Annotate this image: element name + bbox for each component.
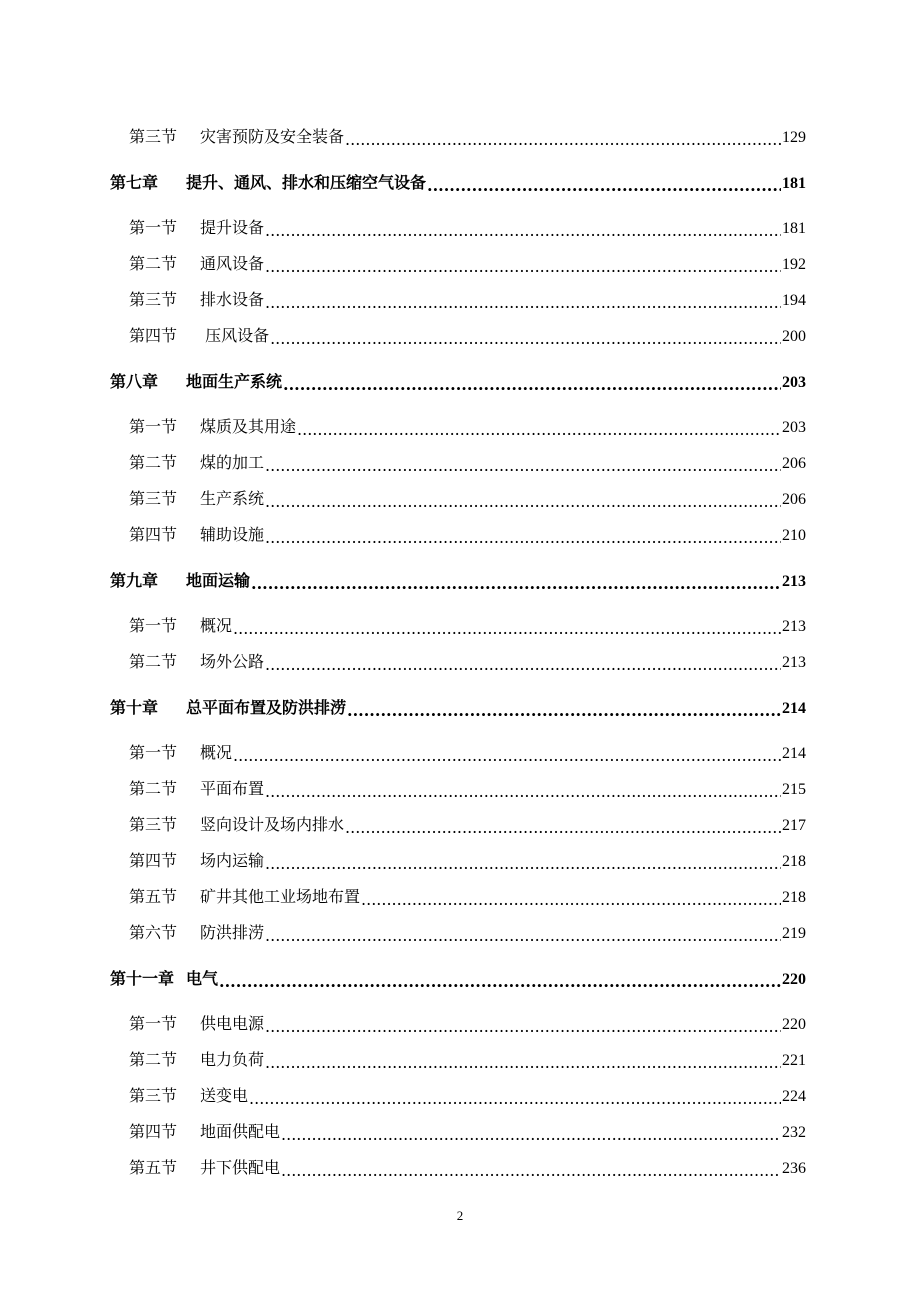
- page-ref: 218: [782, 853, 806, 870]
- section-title: 煤的加工: [200, 453, 265, 472]
- toc-section-entry[interactable]: [129, 920, 806, 943]
- dot-leader: [265, 926, 781, 942]
- dot-leader: [427, 176, 781, 192]
- toc-section-entry[interactable]: [129, 215, 806, 238]
- toc-section-entry[interactable]: [129, 450, 806, 473]
- section-number: 第三节: [129, 489, 178, 508]
- dot-leader: [265, 492, 781, 508]
- chapter-number: 第七章: [110, 173, 159, 192]
- page-ref: 129: [782, 129, 806, 146]
- chapter-number: 第八章: [110, 372, 159, 391]
- section-number: 第五节: [129, 1158, 178, 1177]
- page-ref: 219: [782, 925, 806, 942]
- section-number: 第四节: [129, 1122, 178, 1141]
- section-number: 第一节: [129, 1014, 178, 1033]
- page-ref: 215: [782, 781, 806, 798]
- section-title: 送变电: [200, 1086, 249, 1105]
- toc-section-entry[interactable]: [129, 1011, 806, 1034]
- dot-leader: [361, 890, 781, 906]
- toc-section-entry[interactable]: [129, 776, 806, 799]
- dot-leader: [347, 701, 781, 717]
- page-ref: 221: [782, 1052, 806, 1069]
- chapter-title: 电气: [186, 969, 219, 988]
- section-title: 煤质及其用途: [200, 417, 297, 436]
- section-number: 第三节: [129, 1086, 178, 1105]
- toc-section-entry[interactable]: [129, 848, 806, 871]
- chapter-number: 第九章: [110, 571, 159, 590]
- dot-leader: [265, 655, 781, 671]
- toc-section-entry[interactable]: [129, 251, 806, 274]
- section-number: 第四节: [129, 851, 178, 870]
- page-ref: 217: [782, 817, 806, 834]
- section-title: 平面布置: [200, 779, 265, 798]
- section-number: 第三节: [129, 127, 178, 146]
- page-ref: 213: [782, 573, 806, 590]
- dot-leader: [265, 854, 781, 870]
- section-number: 第一节: [129, 616, 178, 635]
- section-title: 生产系统: [200, 489, 265, 508]
- toc-section-entry[interactable]: [129, 414, 806, 437]
- toc-chapter-entry[interactable]: [110, 695, 806, 718]
- page-ref: 220: [782, 1016, 806, 1033]
- page-ref: 210: [782, 527, 806, 544]
- section-number: 第四节: [129, 326, 178, 345]
- dot-leader: [233, 746, 781, 762]
- section-number: 第一节: [129, 218, 178, 237]
- chapter-title: 提升、通风、排水和压缩空气设备: [186, 173, 427, 192]
- page-ref: 200: [782, 328, 806, 345]
- toc-section-entry[interactable]: [129, 884, 806, 907]
- section-title: 防洪排涝: [200, 923, 265, 942]
- page-ref: 213: [782, 654, 806, 671]
- chapter-title: 地面运输: [186, 571, 251, 590]
- toc-section-entry[interactable]: [129, 323, 806, 346]
- section-number: 第二节: [129, 652, 178, 671]
- section-number: 第一节: [129, 743, 178, 762]
- page-ref: 181: [782, 220, 806, 237]
- toc-section-entry[interactable]: [129, 1119, 806, 1142]
- section-title: 场外公路: [200, 652, 265, 671]
- section-number: 第六节: [129, 923, 178, 942]
- dot-leader: [345, 818, 781, 834]
- section-title: 场内运输: [200, 851, 265, 870]
- dot-leader: [249, 1089, 781, 1105]
- section-number: 第二节: [129, 779, 178, 798]
- dot-leader: [265, 293, 781, 309]
- section-title: 压风设备: [200, 326, 270, 345]
- toc-chapter-entry[interactable]: [110, 170, 806, 193]
- page-ref: 214: [782, 700, 806, 717]
- section-title: 灾害预防及安全装备: [200, 127, 345, 146]
- dot-leader: [265, 1053, 781, 1069]
- section-title: 井下供配电: [200, 1158, 281, 1177]
- toc-section-entry[interactable]: [129, 1155, 806, 1178]
- section-title: 竖向设计及场内排水: [200, 815, 345, 834]
- toc-chapter-entry[interactable]: [110, 568, 806, 591]
- toc-section-entry[interactable]: [129, 740, 806, 763]
- section-title: 供电电源: [200, 1014, 265, 1033]
- dot-leader: [270, 329, 781, 345]
- page-ref: 236: [782, 1160, 806, 1177]
- dot-leader: [233, 619, 781, 635]
- toc-section-entry[interactable]: [129, 124, 806, 147]
- dot-leader: [265, 257, 781, 273]
- dot-leader: [265, 1017, 781, 1033]
- page-ref: 214: [782, 745, 806, 762]
- toc-section-entry[interactable]: [129, 1047, 806, 1070]
- toc-section-entry[interactable]: [129, 613, 806, 636]
- chapter-number: 第十章: [110, 698, 159, 717]
- section-number: 第五节: [129, 887, 178, 906]
- page-ref: 206: [782, 455, 806, 472]
- toc-section-entry[interactable]: [129, 812, 806, 835]
- section-title: 辅助设施: [200, 525, 265, 544]
- page-ref: 220: [782, 971, 806, 988]
- section-number: 第三节: [129, 290, 178, 309]
- section-title: 概况: [200, 743, 233, 762]
- page-ref: 206: [782, 491, 806, 508]
- dot-leader: [265, 221, 781, 237]
- toc-section-entry[interactable]: [129, 287, 806, 310]
- section-title: 地面供配电: [200, 1122, 281, 1141]
- section-number: 第一节: [129, 417, 178, 436]
- dot-leader: [265, 456, 781, 472]
- section-title: 矿井其他工业场地布置: [200, 887, 361, 906]
- section-title: 概况: [200, 616, 233, 635]
- section-number: 第三节: [129, 815, 178, 834]
- dot-leader: [297, 420, 781, 436]
- toc-section-entry[interactable]: [129, 1083, 806, 1106]
- section-title: 提升设备: [200, 218, 265, 237]
- page-ref: 232: [782, 1124, 806, 1141]
- dot-leader: [281, 1125, 781, 1141]
- dot-leader: [345, 130, 781, 146]
- chapter-number: 第十一章: [110, 969, 175, 988]
- page-ref: 213: [782, 618, 806, 635]
- page-ref: 218: [782, 889, 806, 906]
- toc-chapter-entry[interactable]: [110, 966, 806, 989]
- section-title: 电力负荷: [200, 1050, 265, 1069]
- chapter-title: 总平面布置及防洪排涝: [186, 698, 347, 717]
- toc-section-entry[interactable]: [129, 486, 806, 509]
- dot-leader: [281, 1161, 781, 1177]
- dot-leader: [265, 782, 781, 798]
- dot-leader: [251, 574, 781, 590]
- dot-leader: [283, 375, 781, 391]
- page-ref: 181: [782, 175, 806, 192]
- page-number: 2: [456, 1208, 464, 1223]
- page-ref: 192: [782, 256, 806, 273]
- section-number: 第二节: [129, 1050, 178, 1069]
- toc-section-entry[interactable]: [129, 522, 806, 545]
- page-ref: 203: [782, 419, 806, 436]
- dot-leader: [219, 972, 781, 988]
- page-ref: 203: [782, 374, 806, 391]
- chapter-title: 地面生产系统: [186, 372, 283, 391]
- section-number: 第四节: [129, 525, 178, 544]
- dot-leader: [265, 528, 781, 544]
- section-title: 排水设备: [200, 290, 265, 309]
- toc-chapter-entry[interactable]: [110, 369, 806, 392]
- toc-section-entry[interactable]: [129, 649, 806, 672]
- section-number: 第二节: [129, 254, 178, 273]
- section-title: 通风设备: [200, 254, 265, 273]
- section-number: 第二节: [129, 453, 178, 472]
- page-ref: 194: [782, 292, 806, 309]
- page-ref: 224: [782, 1088, 806, 1105]
